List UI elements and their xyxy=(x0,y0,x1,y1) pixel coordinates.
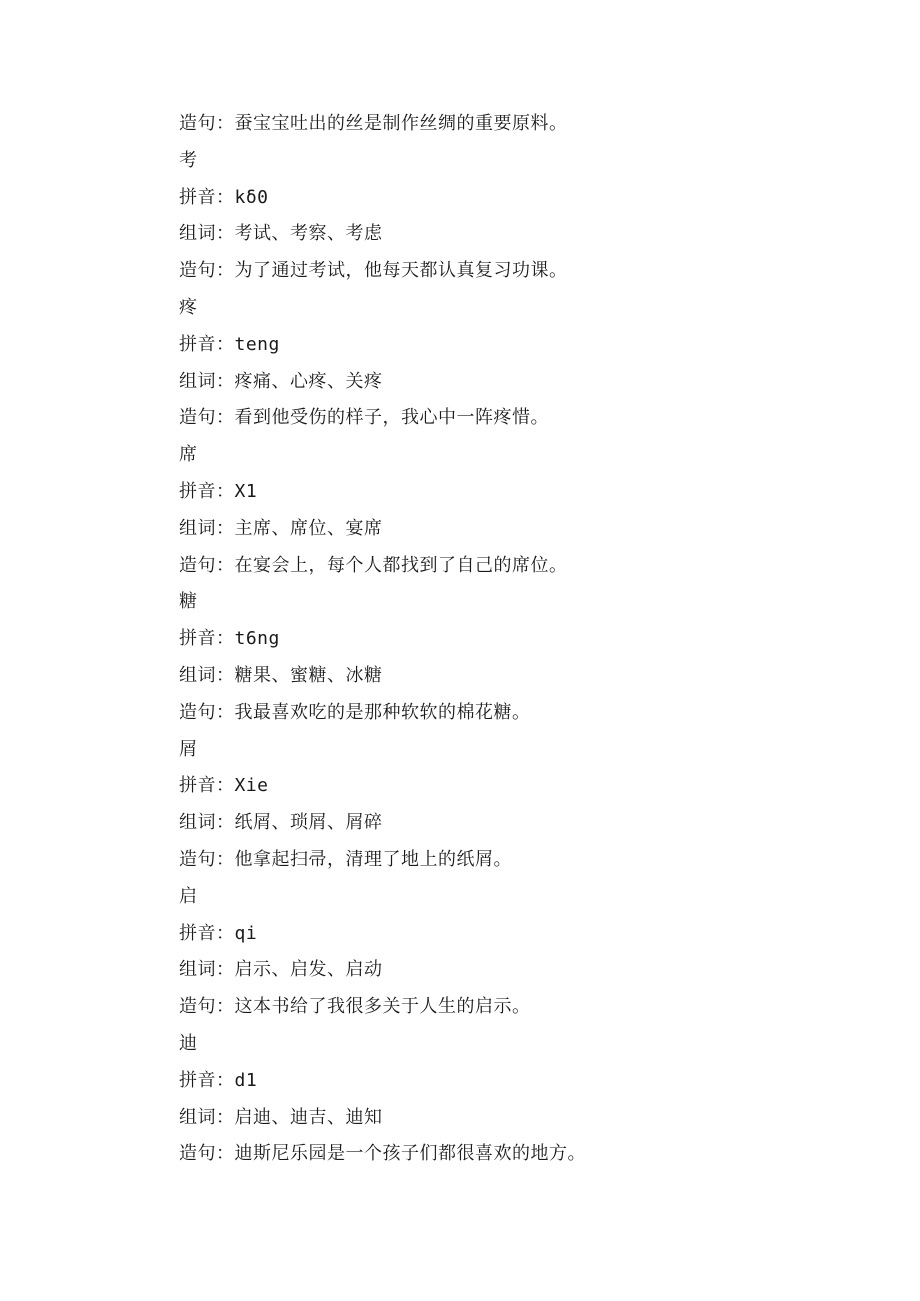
character-heading: 屑 xyxy=(179,738,198,760)
words-line: 组词：糖果、蜜糖、冰糖 xyxy=(179,664,383,686)
pinyin-line: 拼音：qi xyxy=(179,922,258,944)
sentence-line: 造句：看到他受伤的样子，我心中一阵疼惜。 xyxy=(179,407,549,429)
sentence-line: 造句：蚕宝宝吐出的丝是制作丝绸的重要原料。 xyxy=(179,113,568,134)
pinyin-line: 拼音：kδ0 xyxy=(179,186,269,208)
words-line: 组词：启示、启发、启动 xyxy=(179,959,383,981)
character-heading: 席 xyxy=(179,444,198,466)
pinyin-line: 拼音：Xie xyxy=(179,775,269,797)
sentence-line: 造句：这本书给了我很多关于人生的启示。 xyxy=(179,996,531,1018)
sentence-line: 造句：在宴会上，每个人都找到了自己的席位。 xyxy=(179,554,568,576)
words-line: 组词：纸屑、琐屑、屑碎 xyxy=(179,812,383,834)
words-line: 组词：考试、考察、考虑 xyxy=(179,223,383,245)
words-line: 组词：启迪、迪吉、迪知 xyxy=(179,1106,383,1128)
pinyin-line: 拼音：d1 xyxy=(179,1069,258,1091)
character-heading: 启 xyxy=(179,885,198,907)
sentence-line: 造句：迪斯尼乐园是一个孩子们都很喜欢的地方。 xyxy=(179,1143,586,1165)
character-heading: 疼 xyxy=(179,296,198,318)
pinyin-line: 拼音：teng xyxy=(179,333,280,355)
words-line: 组词：疼痛、心疼、关疼 xyxy=(179,370,383,392)
pinyin-line: 拼音：X1 xyxy=(179,480,258,502)
document-page xyxy=(179,106,879,1173)
sentence-line: 造句：为了通过考试，他每天都认真复习功课。 xyxy=(179,260,568,282)
sentence-line: 造句：他拿起扫帚，清理了地上的纸屑。 xyxy=(179,848,512,870)
character-heading: 糖 xyxy=(179,591,198,613)
character-heading: 迪 xyxy=(179,1032,198,1054)
pinyin-line: 拼音：t6ng xyxy=(179,628,280,650)
words-line: 组词：主席、席位、宴席 xyxy=(179,517,383,539)
sentence-line: 造句：我最喜欢吃的是那种软软的棉花糖。 xyxy=(179,701,531,723)
character-heading: 考 xyxy=(179,149,198,171)
